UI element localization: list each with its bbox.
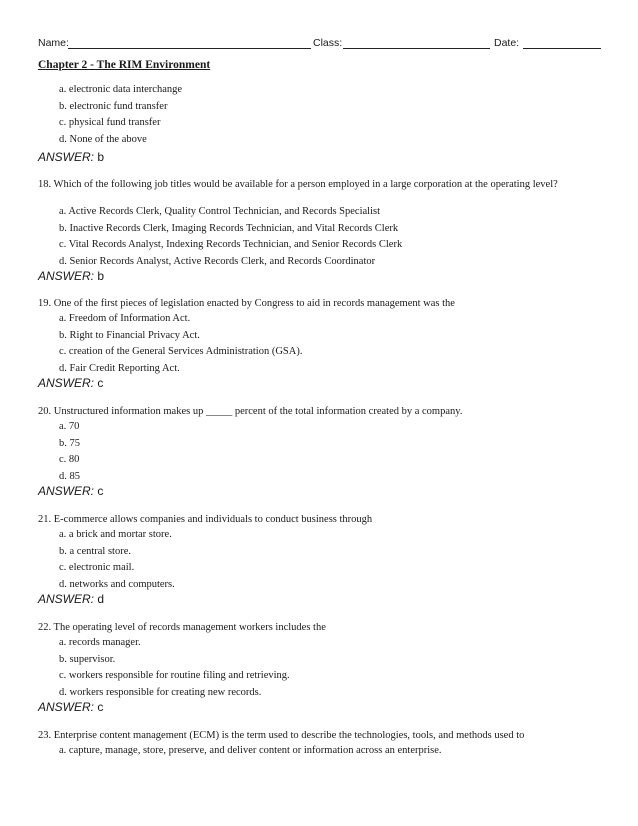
class-label: Class:: [313, 37, 343, 49]
q19-options: [59, 311, 599, 377]
answer-label: ANSWER:: [38, 484, 95, 498]
option: d. Senior Records Analyst, Active Records Clerk, and Records Coordinator: [59, 255, 376, 267]
student-info-header: [38, 37, 601, 51]
option: a. a brick and mortar store.: [59, 529, 172, 540]
q18-options: [59, 204, 599, 270]
q20-answer: [38, 484, 103, 498]
q18-answer: [38, 269, 104, 283]
class-blank: [343, 48, 490, 49]
option: d. networks and computers.: [59, 578, 175, 590]
answer-value: d: [97, 592, 105, 606]
answer-value: b: [97, 269, 105, 283]
answer-label: ANSWER:: [38, 150, 95, 164]
option: a. Active Records Clerk, Quality Control Technician, and Records Specialist: [59, 206, 380, 217]
option: a. records manager.: [59, 637, 141, 648]
q22-text: 22. The operating level of records management workers includes the: [38, 622, 326, 633]
option: b. Right to Financial Privacy Act.: [59, 329, 200, 341]
option: a. electronic data interchange: [59, 84, 183, 95]
option: b. 75: [59, 437, 80, 449]
option: a. 70: [59, 421, 80, 432]
option: c. creation of the General Services Administration (GSA).: [59, 346, 303, 357]
q23-text: 23. Enterprise content management (ECM) is the term used to describe the technologies, tools, and methods used to: [38, 730, 525, 741]
q21-answer: [38, 592, 104, 606]
option: d. workers responsible for creating new records.: [59, 686, 262, 698]
q17-answer: [38, 150, 104, 164]
answer-label: ANSWER:: [38, 592, 95, 606]
answer-value: c: [97, 484, 104, 498]
option: b. Inactive Records Clerk, Imaging Records Technician, and Vital Records Clerk: [59, 222, 399, 234]
q21-text: 21. E-commerce allows companies and individuals to conduct business through: [38, 514, 373, 525]
name-label: Name:: [38, 37, 69, 49]
option: d. Fair Credit Reporting Act.: [59, 362, 180, 374]
option: c. workers responsible for routine filing and retrieving.: [59, 670, 290, 681]
option: c. physical fund transfer: [59, 117, 161, 128]
date-label: Date:: [494, 37, 520, 49]
option: a. capture, manage, store, preserve, and deliver content or information across an enterprise.: [59, 745, 442, 756]
option: d. None of the above: [59, 133, 147, 145]
q18-text: 18. Which of the following job titles would be available for a person employed in a large corporation at the operating level?: [38, 179, 558, 190]
option: c. Vital Records Analyst, Indexing Records Technician, and Senior Records Clerk: [59, 239, 403, 250]
q22-options: [59, 635, 599, 701]
option: c. electronic mail.: [59, 562, 135, 573]
answer-label: ANSWER:: [38, 269, 95, 283]
answer-value: c: [97, 376, 104, 390]
option: a. Freedom of Information Act.: [59, 313, 191, 324]
option: b. a central store.: [59, 545, 132, 557]
q23-options: [59, 743, 599, 760]
answer-label: ANSWER:: [38, 376, 95, 390]
option: b. electronic fund transfer: [59, 100, 168, 112]
chapter-title: Chapter 2 - The RIM Environment: [38, 59, 211, 71]
option: b. supervisor.: [59, 653, 116, 665]
q20-options: [59, 419, 599, 485]
answer-value: b: [97, 150, 105, 164]
q19-text: 19. One of the first pieces of legislation enacted by Congress to aid in records management was the: [38, 298, 455, 309]
name-blank: [68, 48, 311, 49]
q20-text: 20. Unstructured information makes up _____ percent of the total information created by a company.: [38, 406, 463, 417]
option: c. 80: [59, 454, 80, 465]
date-blank: [523, 48, 601, 49]
answer-value: c: [97, 700, 104, 714]
q19-answer: [38, 376, 103, 390]
option: d. 85: [59, 470, 80, 482]
q22-answer: [38, 700, 103, 714]
answer-label: ANSWER:: [38, 700, 95, 714]
q17-options: [59, 82, 599, 148]
q21-options: [59, 527, 599, 593]
